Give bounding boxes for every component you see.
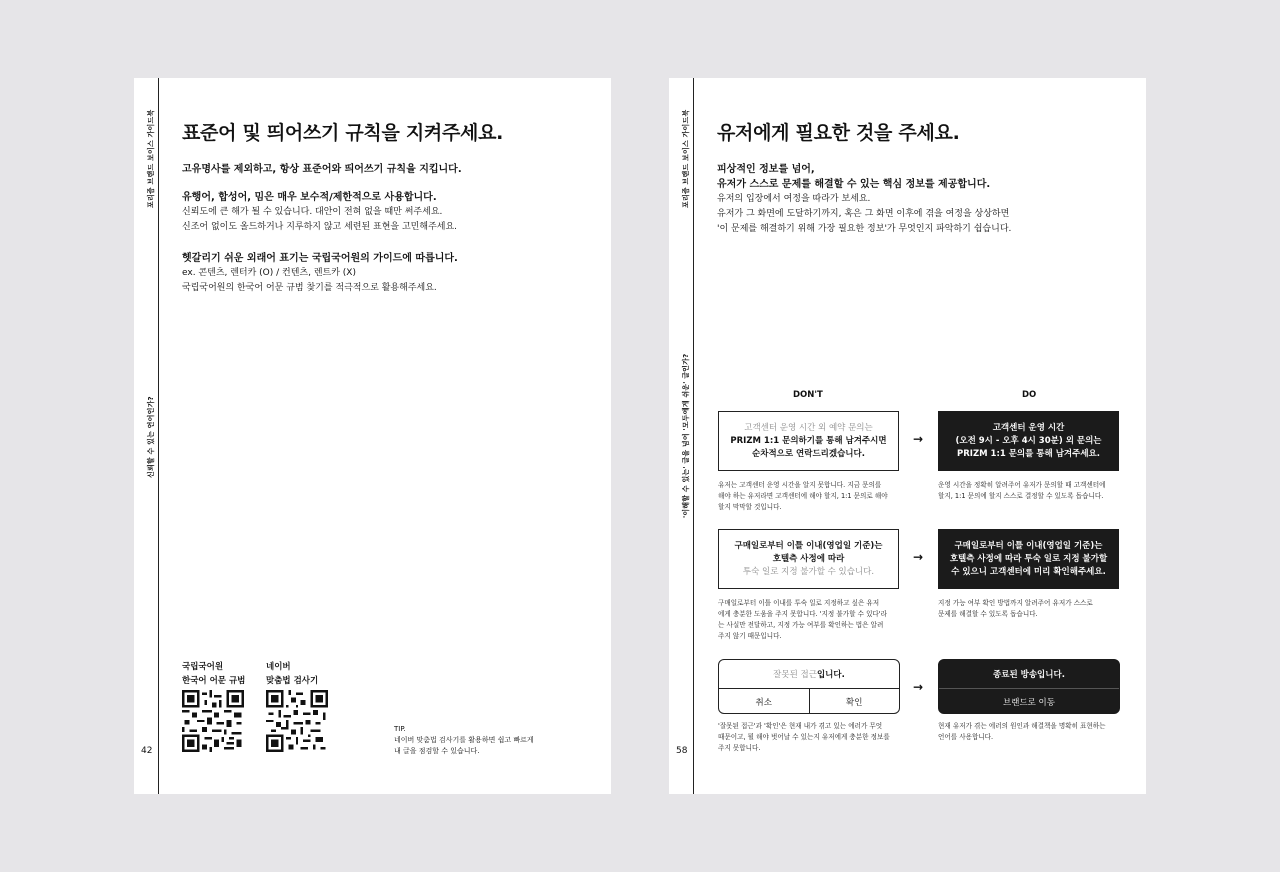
page-title: 유저에게 필요한 것을 주세요. — [717, 122, 960, 144]
note-line: '잘못된 접근'과 '확인'은 현재 내가 겪고 있는 에러가 무엇 — [718, 722, 883, 730]
do-example-1 — [938, 411, 1119, 471]
note-line: 언어를 사용합니다. — [938, 733, 994, 741]
rule-heading: 유행어, 합성어, 밈은 매우 보수적/제한적으로 사용합니다. — [182, 192, 437, 203]
confirm-button[interactable]: 확인 — [846, 698, 863, 708]
dont-label: DON'T — [793, 390, 823, 400]
spine-title: 포리즘 브랜드 보이스 가이드북 — [147, 109, 155, 208]
qr-label-naver-spell — [266, 660, 318, 688]
spine-title: 포리즘 브랜드 보이스 가이드북 — [682, 109, 690, 208]
rule-3 — [182, 251, 458, 296]
do-dialog — [938, 659, 1120, 714]
dont-note-1 — [718, 480, 904, 513]
example-text: 구매일로부터 이틀 이내(영업일 기준)는 — [734, 540, 883, 551]
tip-note — [394, 724, 534, 757]
right-page — [669, 78, 1146, 794]
go-to-brand-button[interactable]: 브랜드로 이동 — [1003, 698, 1055, 708]
note-line: 때문이고, 뭘 해야 벗어날 수 있는지 유저에게 충분한 정보를 — [718, 733, 890, 741]
qr-code-icon — [182, 690, 244, 752]
note-line: 에게 충분한 도움을 주지 못합니다. '지정 불가할 수 있다'라 — [718, 610, 887, 618]
page-number: 42 — [141, 746, 153, 756]
left-page — [134, 78, 611, 794]
note-line: 지정 가능 여부 확인 방법까지 알려주어 유저가 스스로 — [938, 599, 1093, 607]
example-text: 호텔측 사정에 따라 투숙 일로 지정 불가할 — [949, 553, 1108, 564]
qr-code-icon — [266, 690, 328, 752]
intro-line: 유저의 입장에서 여정을 따라가 보세요. — [717, 194, 871, 204]
intro-bold-line: 유저가 스스로 문제를 해결할 수 있는 핵심 정보를 제공합니다. — [717, 179, 991, 190]
note-line: 유저는 고객센터 운영 시간을 알지 못합니다. 지금 문의를 — [718, 481, 882, 489]
qr-code-korean-standard[interactable] — [182, 690, 244, 752]
page-number: 58 — [676, 746, 688, 756]
rule-heading: 헷갈리기 쉬운 외래어 표기는 국립국어원의 가이드에 따릅니다. — [182, 253, 458, 264]
do-note-3 — [938, 721, 1124, 743]
note-line: 는 사실만 전달하고, 지정 가능 여부를 확인하는 법은 알려 — [718, 621, 884, 629]
example-text: (오전 9시 - 오후 4시 30분) 외 문의는 — [955, 435, 1102, 446]
example-text: PRIZM 1:1 문의를 통해 남겨주세요. — [957, 448, 1100, 459]
intro-line: '이 문제를 해결하기 위해 가장 필요한 정보'가 무엇인지 파악하기 쉽습니다. — [717, 224, 1012, 234]
arrow-right-icon: → — [913, 432, 924, 446]
do-example-2 — [938, 529, 1119, 589]
arrow-right-icon: → — [913, 550, 924, 564]
dialog-message: 종료된 방송입니다. — [939, 660, 1119, 689]
note-line: 운영 시간을 정확히 알려주어 유저가 문의할 때 고객센터에 — [938, 481, 1106, 489]
intro-line: 유저가 그 화면에 도달하기까지, 혹은 그 화면 이후에 겪을 여정을 상상하면 — [717, 209, 1010, 219]
note-line: 할지, 1:1 문의에 할지 스스로 결정할 수 있도록 돕습니다. — [938, 492, 1104, 500]
qr-label-line: 맞춤법 검사기 — [266, 676, 319, 686]
note-line: 해야 하는 유저라면 고객센터에 해야 할지, 1:1 문의로 해야 — [718, 492, 888, 500]
qr-label-line: 한국어 어문 규범 — [182, 676, 246, 686]
rule-line: 신뢰도에 큰 해가 될 수 있습니다. 대안이 전혀 없을 때만 써주세요. — [182, 207, 443, 217]
qr-label-line: 네이버 — [266, 662, 291, 672]
qr-label-korean-standard — [182, 660, 245, 688]
rule-line: ex. 콘텐츠, 렌터카 (O) / 컨텐츠, 렌트카 (X) — [182, 268, 356, 278]
qr-label-line: 국립국어원 — [182, 662, 224, 672]
intro — [717, 162, 1011, 237]
tip-line: 내 글을 점검할 수 있습니다. — [394, 747, 480, 755]
tip-label: TIP. — [394, 725, 406, 733]
dont-note-3 — [718, 721, 904, 754]
rule-1 — [182, 162, 462, 177]
intro-bold-line: 피상적인 정보를 넘어, — [717, 164, 815, 175]
example-text: 투숙 일로 지정 불가할 수 있습니다. — [742, 566, 875, 577]
cancel-button[interactable]: 취소 — [719, 689, 810, 714]
do-note-2 — [938, 598, 1124, 620]
dont-example-2 — [718, 529, 899, 589]
spine-line — [693, 78, 694, 794]
example-text: 호텔측 사정에 따라 — [772, 553, 845, 564]
example-text: 구매일로부터 이틀 이내(영업일 기준)는 — [954, 540, 1103, 551]
do-label: DO — [1022, 390, 1037, 400]
qr-code-naver-spell[interactable] — [266, 690, 328, 752]
note-line: 구매일로부터 이틀 이내를 투숙 일로 지정하고 싶은 유저 — [718, 599, 880, 607]
spine-section: '이해할 수 있는' 글을 넘어 '모두에게 쉬운' 글인가? — [682, 353, 690, 518]
dialog-message — [719, 660, 899, 689]
note-line: 할지 막막할 것입니다. — [718, 503, 782, 511]
spine-section: 신뢰할 수 있는 언어인가? — [147, 396, 155, 478]
rule-line: 국립국어원의 한국어 어문 규범 찾기를 적극적으로 활용해주세요. — [182, 283, 437, 293]
dialog-message-grey: 잘못된 접근 — [773, 670, 817, 680]
spine-line — [158, 78, 159, 794]
note-line: 문제를 해결할 수 있도록 돕습니다. — [938, 610, 1038, 618]
note-line: 주지 않기 때문입니다. — [718, 632, 782, 640]
dont-example-1 — [718, 411, 899, 471]
do-note-1 — [938, 480, 1124, 502]
example-text: 고객센터 운영 시간 외 예약 문의는 — [744, 422, 873, 433]
rule-heading: 고유명사를 제외하고, 항상 표준어와 띄어쓰기 규칙을 지킵니다. — [182, 164, 462, 175]
dont-dialog — [718, 659, 900, 714]
example-text: PRIZM 1:1 문의하기를 통해 남겨주시면 — [730, 435, 887, 446]
rule-2 — [182, 190, 457, 235]
note-line: 현재 유저가 겪는 에러의 원인과 해결책을 명확히 표현하는 — [938, 722, 1106, 730]
page-title: 표준어 및 띄어쓰기 규칙을 지켜주세요. — [182, 122, 504, 144]
note-line: 주지 못합니다. — [718, 744, 761, 752]
example-text: 순차적으로 연락드리겠습니다. — [752, 448, 865, 459]
example-text: 수 있으니 고객센터에 미리 확인해주세요. — [951, 566, 1106, 577]
tip-line: 네이버 맞춤법 검사기를 활용하면 쉽고 빠르게 — [394, 736, 534, 744]
dialog-message-bold: 입니다. — [816, 670, 845, 680]
arrow-right-icon: → — [913, 680, 924, 694]
dont-note-2 — [718, 598, 904, 642]
rule-line: 신조어 없이도 올드하거나 지루하지 않고 세련된 표현을 고민해주세요. — [182, 222, 458, 232]
example-text: 고객센터 운영 시간 — [992, 422, 1065, 433]
